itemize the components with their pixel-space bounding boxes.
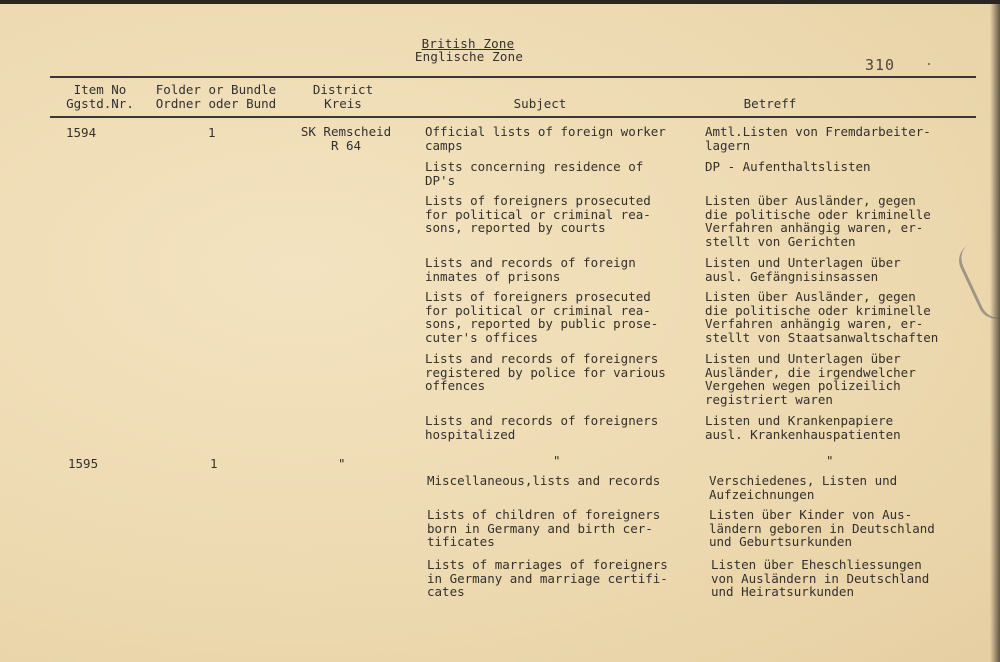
- betreff-row-3: Listen über Ausländer, gegen die politische oder kriminelle Verfahren anhängig waren, er- stellt von Gerichten: [705, 193, 931, 249]
- betreff-row-1: Amtl.Listen von Fremdarbeiter- lagern: [705, 124, 931, 153]
- subject-row-9: Miscellaneous,lists and records: [427, 473, 661, 488]
- document-page: [0, 4, 1000, 662]
- district-1595: ": [338, 456, 346, 471]
- folder-1595: 1: [210, 456, 218, 471]
- betreff-row-2: DP - Aufenthaltslisten: [705, 159, 871, 174]
- header-rule: [50, 116, 976, 118]
- subject-row-6: Lists and records of foreigners registered by police for various offences: [425, 351, 666, 394]
- top-rule: [50, 76, 976, 78]
- zone-title-german: Englische Zone: [414, 49, 524, 64]
- subject-row-3: Lists of foreigners prosecuted for political or criminal rea- sons, reported by courts: [425, 193, 651, 236]
- header-folder: Folder or Bundle Ordner oder Bund: [155, 82, 277, 111]
- betreff-row-6: Listen und Unterlagen über Ausländer, die irgendwelcher Vergehen wegen polizeilich registriert waren: [705, 351, 916, 407]
- betreff-row-10: Listen über Kinder von Aus- ländern geboren in Deutschland und Geburtsurkunden: [709, 507, 935, 550]
- subject-row-5: Lists of foreigners prosecuted for political or criminal rea- sons, reported by public prose- cuter's offices: [425, 289, 659, 345]
- header-betreff: Betreff: [743, 96, 797, 111]
- subject-row-2: Lists concerning residence of DP's: [425, 159, 644, 188]
- folder-1594: 1: [208, 125, 216, 140]
- page-mark: .: [925, 54, 933, 69]
- item-no-1594: 1594: [66, 125, 97, 140]
- betreff-row-11: Listen über Eheschliessungen von Ausländern in Deutschland und Heiratsurkunden: [711, 557, 930, 600]
- subject-row-7: Lists and records of foreigners hospitalized: [425, 413, 659, 442]
- subject-row-10: Lists of children of foreigners born in Germany and birth cer- tificates: [427, 507, 661, 550]
- betreff-row-4: Listen und Unterlagen über ausl. Gefängnisinsassen: [705, 255, 901, 284]
- zone-title-english: British Zone: [421, 36, 515, 51]
- header-item-no: Item No Ggstd.Nr.: [66, 82, 134, 111]
- subject-row-4: Lists and records of foreign inmates of prisons: [425, 255, 636, 284]
- page-number: 310: [865, 56, 896, 74]
- header-subject: Subject: [513, 96, 567, 111]
- betreff-row-7: Listen und Krankenpapiere ausl. Krankenhauspatienten: [705, 413, 901, 442]
- district-1594: SK Remscheid R 64: [300, 124, 392, 153]
- item-no-1595: 1595: [68, 456, 99, 471]
- header-district: District Kreis: [312, 82, 374, 111]
- subject-row-1: Official lists of foreign worker camps: [425, 124, 666, 153]
- betreff-row-5: Listen über Ausländer, gegen die politische oder kriminelle Verfahren anhängig waren, er- stellt von Staatsanwaltschaften: [705, 289, 939, 345]
- page-edge-shadow: [990, 0, 1000, 662]
- subject-row-8-ditto: ": [553, 453, 561, 468]
- betreff-row-8-ditto: ": [826, 453, 834, 468]
- betreff-row-9: Verschiedenes, Listen und Aufzeichnungen: [709, 473, 898, 502]
- subject-row-11: Lists of marriages of foreigners in Germany and marriage certifi- cates: [427, 557, 668, 600]
